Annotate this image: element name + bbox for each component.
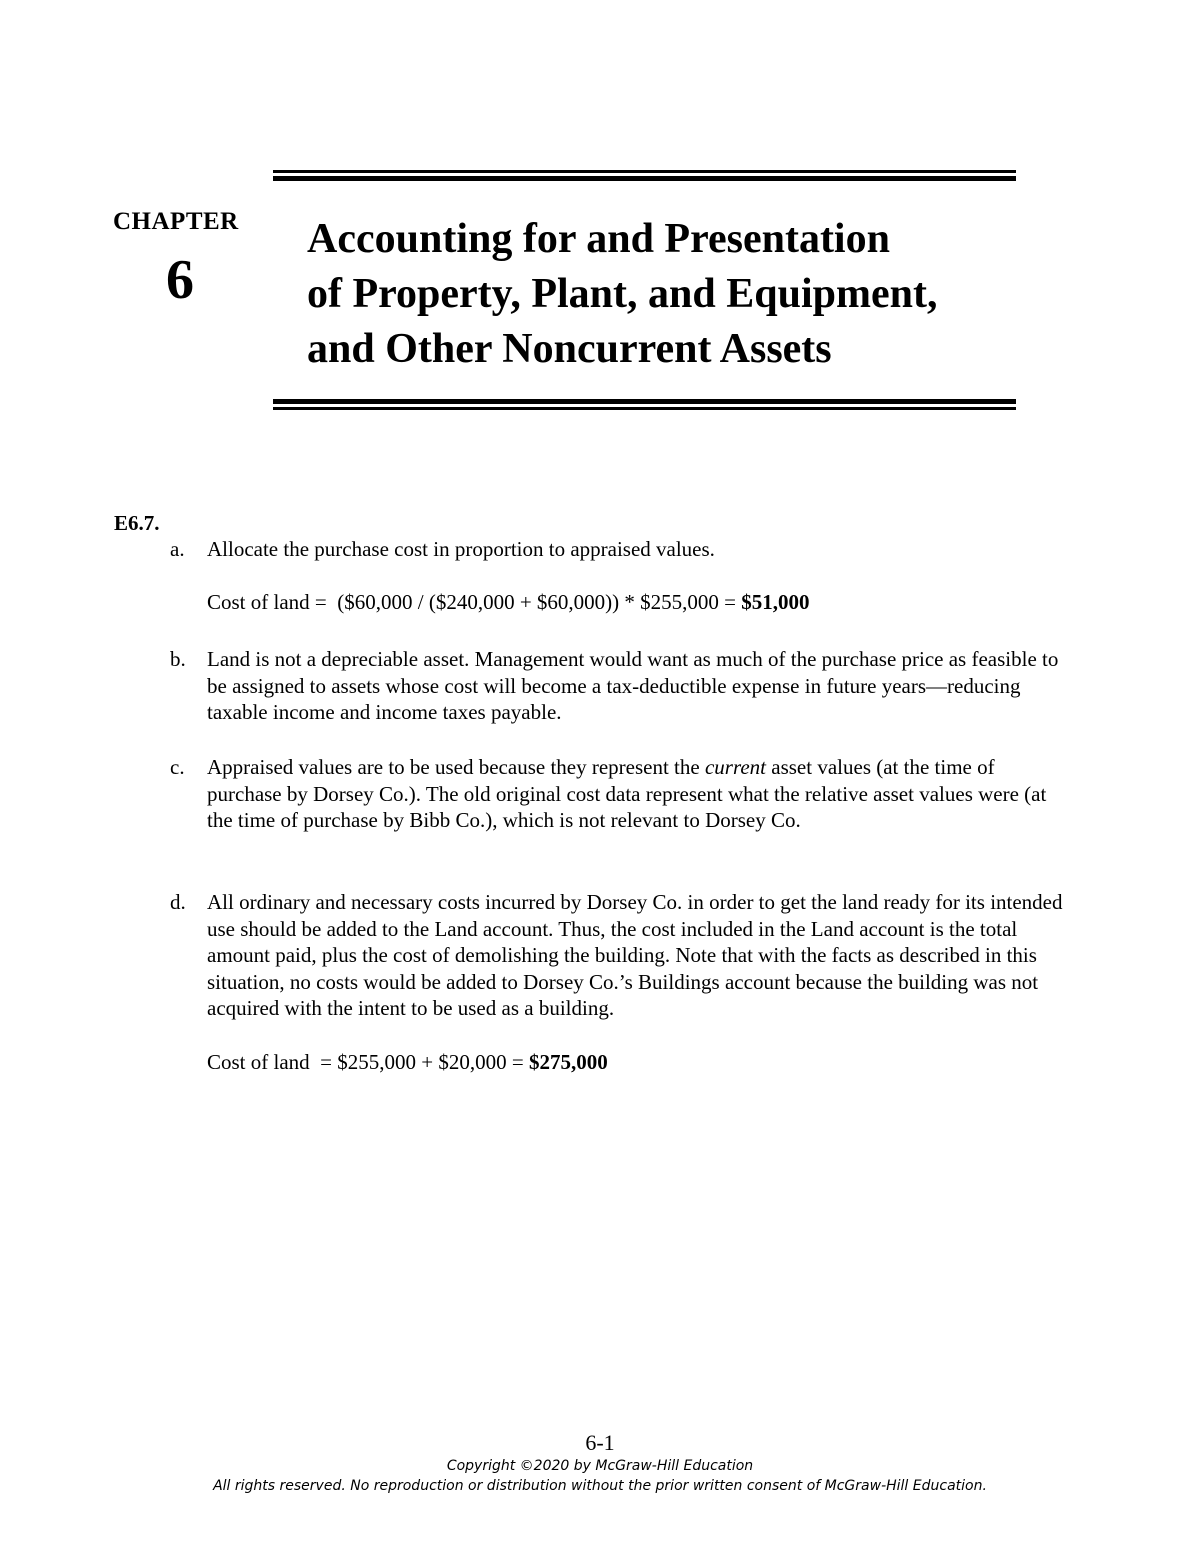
rights-notice: All rights reserved. No reproduction or distribution without the prior written consent of McGraw-Hill Education. [213,1478,987,1494]
header-top-rule [273,170,1016,181]
calculation-d [207,1050,608,1075]
chapter-title-line: and Other Noncurrent Assets [307,326,832,372]
item-text-emphasis: current [704,755,767,779]
chapter-title-line: of Property, Plant, and Equipment, [307,271,938,317]
calculation-result: $51,000 [741,590,810,614]
chapter-title-line: Accounting for and Presentation [307,216,890,262]
calculation-expression: Cost of land = ($60,000 / ($240,000 + $60,000)) * $255,000 = [207,590,742,614]
item-text [207,754,1067,834]
item-letter: b. [170,647,186,671]
chapter-number: 6 [166,249,194,311]
item-letter: d. [170,890,186,914]
item-text-part: Appraised values are to be used because they represent the [207,755,705,779]
copyright-notice: Copyright ©2020 by McGraw-Hill Education [446,1458,754,1474]
calculation-expression: Cost of land = $255,000 + $20,000 = [207,1050,529,1074]
chapter-label: CHAPTER [113,208,239,235]
calculation-a [207,590,810,615]
exercise-id: E6.7. [114,511,160,535]
item-letter: a. [170,537,185,561]
header-bottom-rule [273,399,1016,410]
calculation-result: $275,000 [528,1050,608,1074]
item-letter: c. [170,755,185,779]
page-number: 6-1 [585,1430,615,1455]
item-text: All ordinary and necessary costs incurred by Dorsey Co. in order to get the land ready for its intended use should be added to the Land account. Thus, the cost included in the Land account is the total amount paid, plus the cost of demolishing the building. Note that with the facts as described in this situation, no costs would be added to Dorsey Co.’s Buildings account because the building was not acquired with the intent to be used as a building. [207,890,1063,1020]
item-text-part: asset values (at the time of purchase by Dorsey Co.). The old original cost data represent what the relative asset values were (at the time of purchase by Bibb Co.), which is not relevant to Dorsey Co. [207,755,1047,832]
item-text: Land is not a depreciable asset. Management would want as much of the purchase price as feasible to be assigned to assets whose cost will become a tax-deductible expense in future years—reducing taxable income and income taxes payable. [207,647,1059,724]
item-text: Allocate the purchase cost in proportion to appraised values. [207,537,715,561]
chapter-title [307,212,1027,377]
